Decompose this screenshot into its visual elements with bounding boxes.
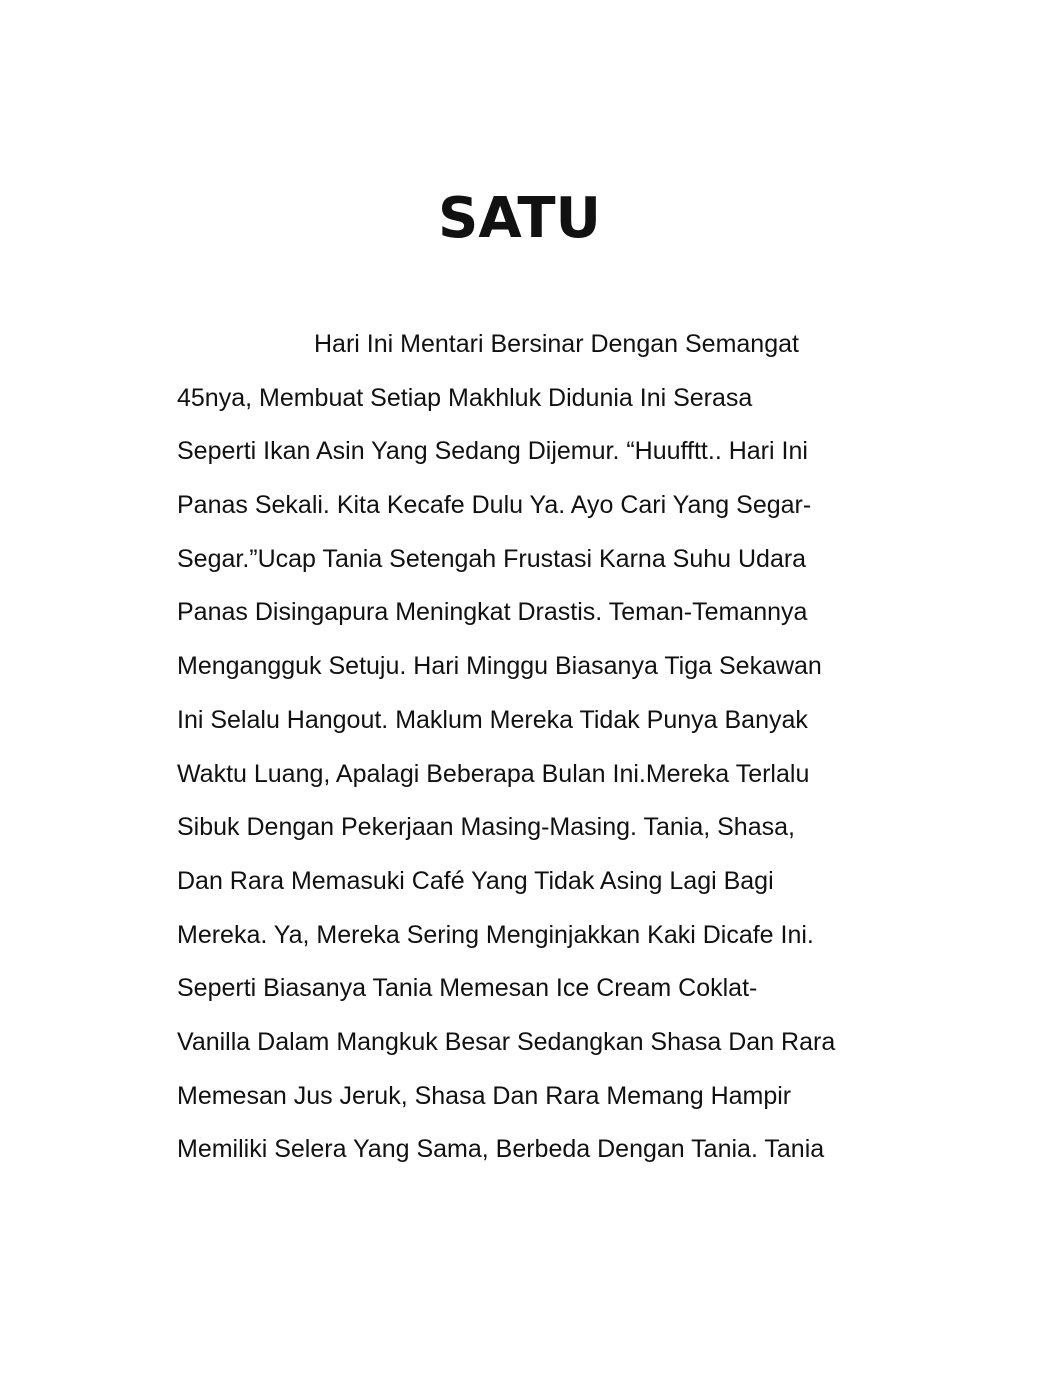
chapter-title: SATU <box>438 186 601 251</box>
body-paragraph <box>177 318 877 1177</box>
paragraph-line: 45nya, Membuat Setiap Makhluk Didunia Ini Serasa <box>177 383 753 412</box>
paragraph-line: Vanilla Dalam Mangkuk Besar Sedangkan Shasa Dan Rara <box>177 1027 836 1056</box>
paragraph-line: Panas Sekali. Kita Kecafe Dulu Ya. Ayo Cari Yang Segar- <box>177 491 812 520</box>
paragraph-line: Segar.”Ucap Tania Setengah Frustasi Karna Suhu Udara <box>177 544 807 573</box>
paragraph-line: Memiliki Selera Yang Sama, Berbeda Dengan Tania. Tania <box>177 1135 825 1164</box>
paragraph-line: Mereka. Ya, Mereka Sering Menginjakkan Kaki Dicafe Ini. <box>177 920 814 949</box>
paragraph-line: Dan Rara Memasuki Café Yang Tidak Asing Lagi Bagi <box>177 866 774 895</box>
paragraph-line: Memesan Jus Jeruk, Shasa Dan Rara Memang Hampir <box>177 1081 792 1110</box>
paragraph-line: Seperti Biasanya Tania Memesan Ice Cream Coklat- <box>177 974 758 1003</box>
paragraph-line: Mengangguk Setuju. Hari Minggu Biasanya Tiga Sekawan <box>177 652 822 681</box>
paragraph-line: Waktu Luang, Apalagi Beberapa Bulan Ini.Mereka Terlalu <box>177 759 810 788</box>
paragraph-line: Ini Selalu Hangout. Maklum Mereka Tidak Punya Banyak <box>177 705 808 734</box>
paragraph-line: Sibuk Dengan Pekerjaan Masing-Masing. Tania, Shasa, <box>177 813 795 842</box>
paragraph-line: Seperti Ikan Asin Yang Sedang Dijemur. “Huufftt.. Hari Ini <box>177 437 808 466</box>
paragraph-line: Panas Disingapura Meningkat Drastis. Teman-Temannya <box>177 598 808 627</box>
paragraph-line: Hari Ini Mentari Bersinar Dengan Semangat <box>314 330 799 358</box>
